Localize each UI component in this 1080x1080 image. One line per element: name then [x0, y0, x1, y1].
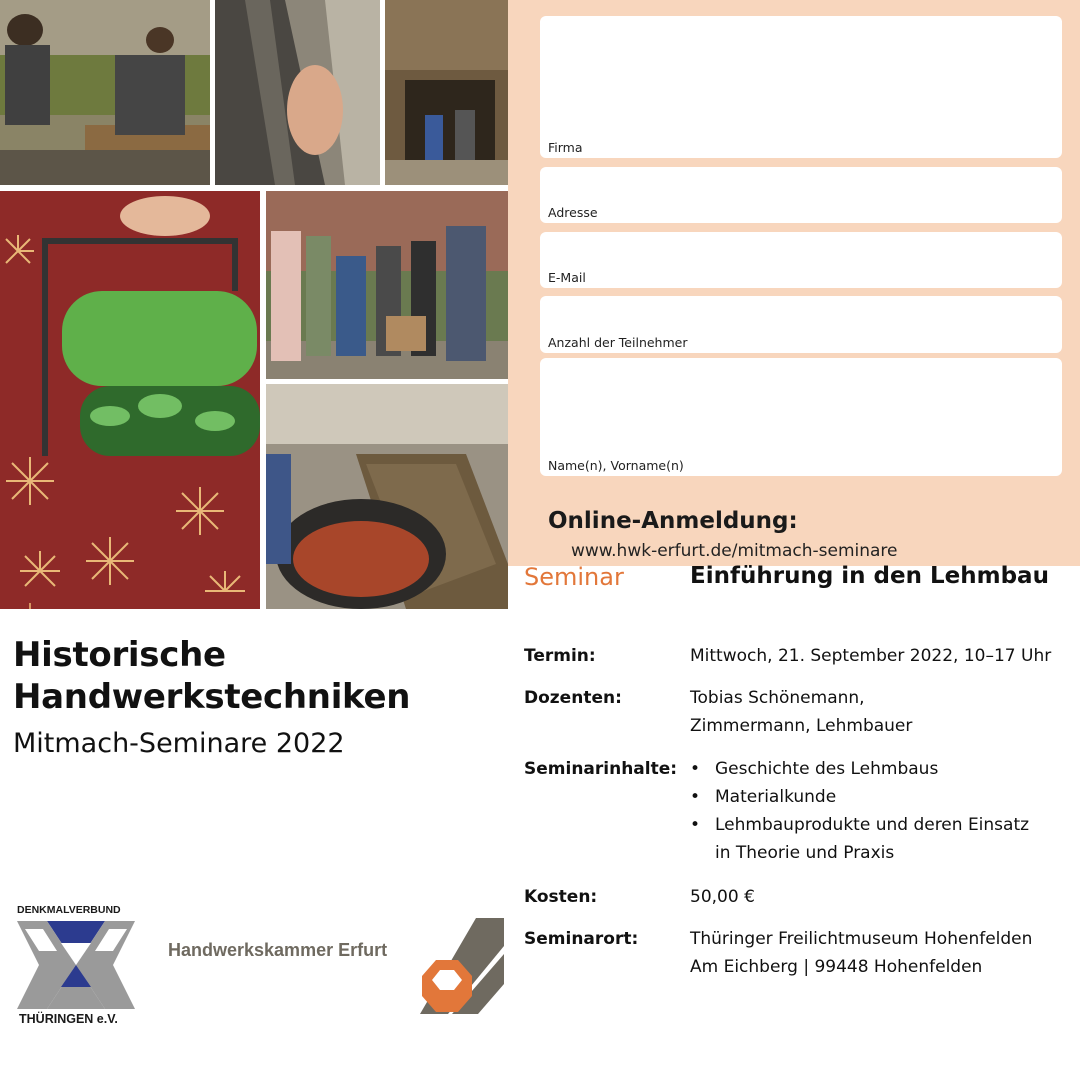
seminarinhalte-value — [690, 755, 1075, 867]
seminarinhalte-label: Seminarinhalte: — [524, 759, 678, 779]
dozenten-value — [690, 684, 1075, 740]
seminarinhalte-list — [690, 755, 1075, 839]
email-label: E-Mail — [548, 270, 586, 285]
email-field[interactable] — [540, 232, 1062, 288]
name-field[interactable] — [540, 358, 1062, 476]
photo-outdoor-group — [266, 191, 508, 379]
teilnehmer-field[interactable] — [540, 296, 1062, 353]
online-registration-link[interactable]: www.hwk-erfurt.de/mitmach-seminare — [571, 541, 898, 561]
termin-value: Mittwoch, 21. September 2022, 10–17 Uhr — [690, 646, 1052, 666]
seminarort-line-2: Am Eichberg | 99448 Hohenfelden — [690, 957, 983, 977]
seminarort-line-1: Thüringer Freilichtmuseum Hohenfelden — [690, 929, 1033, 949]
dozenten-line-2: Zimmermann, Lehmbauer — [690, 716, 913, 736]
photo-mixing-clay — [266, 384, 508, 609]
title-line-1: Historische — [13, 635, 226, 675]
registration-panel — [508, 0, 1080, 566]
photo-wall-hand — [215, 0, 380, 185]
dozenten-line-1: Tobias Schönemann, — [690, 688, 865, 708]
denkmalverbund-logo-bottom-text: THÜRINGEN e.V. — [19, 1012, 118, 1026]
seminar-kicker: Seminar — [524, 563, 624, 591]
firma-label: Firma — [548, 140, 583, 155]
list-item: • Geschichte des Lehmbaus — [690, 755, 1075, 783]
firma-field[interactable] — [540, 16, 1062, 158]
denkmalverbund-diamond-icon — [17, 921, 135, 1009]
seminarort-value — [690, 925, 1075, 981]
list-item: • Materialkunde — [690, 783, 1075, 811]
page-subtitle: Mitmach-Seminare 2022 — [13, 728, 345, 759]
dozenten-label: Dozenten: — [524, 688, 622, 708]
teilnehmer-label: Anzahl der Teilnehmer — [548, 335, 688, 350]
denkmalverbund-logo-top-text: DENKMALVERBUND — [17, 904, 121, 916]
denkmalverbund-logo — [14, 902, 139, 1030]
termin-label: Termin: — [524, 646, 596, 666]
hwk-logo-icon — [418, 918, 504, 1014]
adresse-label: Adresse — [548, 205, 598, 220]
kosten-label: Kosten: — [524, 887, 598, 907]
title-line-2: Handwerkstechniken — [13, 677, 411, 717]
photo-workshop-group — [0, 0, 210, 185]
list-item: • Lehmbauprodukte und deren Einsatz — [690, 811, 1075, 839]
photo-timber-barn — [385, 0, 508, 185]
seminarort-label: Seminarort: — [524, 929, 639, 949]
kosten-value: 50,00 € — [690, 887, 755, 907]
photo-paint-roller — [0, 191, 260, 609]
name-label: Name(n), Vorname(n) — [548, 458, 684, 473]
list-item-continuation: in Theorie und Praxis — [715, 843, 895, 863]
online-registration-title: Online-Anmeldung: — [548, 508, 798, 534]
hwk-logo-text: Handwerkskammer Erfurt — [168, 940, 388, 960]
adresse-field[interactable] — [540, 167, 1062, 223]
seminar-title: Einführung in den Lehmbau — [690, 563, 1049, 589]
page-title — [13, 634, 410, 718]
